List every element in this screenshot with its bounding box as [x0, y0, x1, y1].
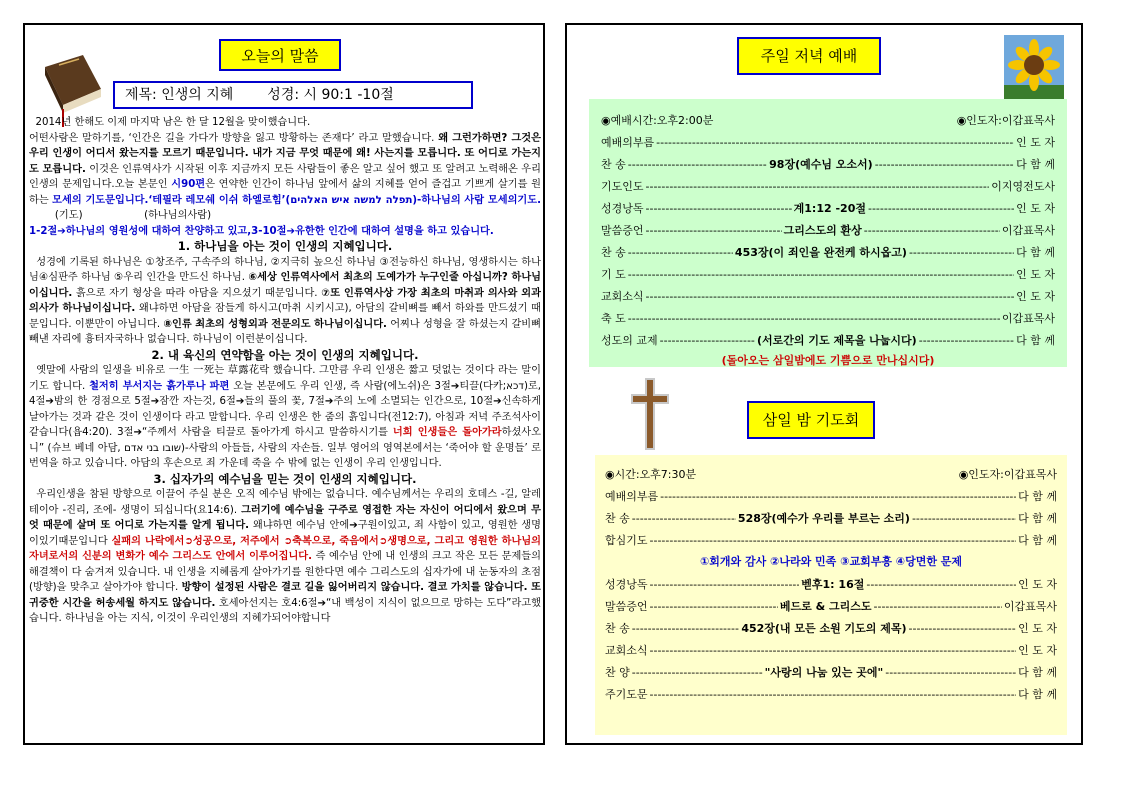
order-item-leader: 인 도 자	[1018, 622, 1057, 635]
order-row	[605, 683, 1057, 705]
order-item-detail: (서로간의 기도 제목을 나눕시다)	[757, 334, 917, 347]
leader-dashes	[650, 688, 1017, 701]
para-4a: 성경에 기록된 하나님은 ①창조주, 구속주의 하나님, ②지극히 높으신 하나님 ③전능하신 하나님, 영생하시는 하나님④심판주 하나님 ⑤우리 인간을 만드신 하나님.	[29, 256, 541, 283]
order-item-name: 예배의부름	[605, 490, 659, 503]
para-5b: 철저히 부서지는 흙가루나 파편	[89, 380, 230, 392]
heading-1: 1. 하나님을 아는 것이 인생의 지혜입니다.	[177, 239, 393, 253]
order-item-leader: 다 함 께	[1016, 246, 1055, 259]
left-page	[23, 23, 545, 745]
order-item-name: 교회소식	[605, 644, 648, 657]
order-item-detail: "사랑의 나눔 있는 곳에"	[764, 666, 884, 679]
leader-dashes	[646, 180, 990, 193]
order-item-name: 성도의 교제	[601, 334, 658, 347]
order-item-name: 주기도문	[605, 688, 648, 701]
para-6a: 우리인생을 참된 방향으로 이끌어 주실 분은 오직 예수님 밖에는 없습니다. 예수님께서는 우리의 호데스 -길, 알레테이아 -진리, 조에- 생명이 되십니다(요14:6).	[29, 489, 541, 516]
order-row	[605, 639, 1057, 661]
order-item-leader: 다 함 께	[1018, 666, 1057, 679]
leader-dashes	[650, 534, 1017, 547]
para-4f: ⑧인류 최초의 성형외과 전문의도 하나님이십니다.	[163, 318, 387, 330]
leader-dashes	[628, 158, 767, 171]
order-item-name: 축 도	[601, 312, 626, 325]
order-item-name: 성경낭독	[605, 578, 648, 591]
order-item-leader: 인 도 자	[1016, 136, 1055, 149]
order-item-leader: 인 도 자	[1016, 268, 1055, 281]
service-time: ◉예배시간:오후2:00분	[601, 114, 714, 127]
order-item-detail: 528장(예수가 우리를 부르는 소리)	[737, 512, 910, 525]
order-item-name: 찬 양	[605, 666, 630, 679]
leader-dashes	[919, 334, 1014, 347]
leader-dashes	[646, 224, 782, 237]
prayer-leader: ◉인도자:이갑표목사	[958, 468, 1057, 481]
service-leader: ◉인도자:이갑표목사	[956, 114, 1055, 127]
order-item-name: 말씀증언	[601, 224, 644, 237]
cross-icon	[631, 378, 669, 450]
leader-dashes	[632, 512, 736, 525]
leader-dashes	[650, 644, 1017, 657]
order-row	[601, 329, 1055, 351]
para-4b: ⑥세상 인류역사에서 최초의 도예가가 누구인줄 아십니까? 하나님이십니다.	[29, 272, 541, 299]
leader-dashes	[864, 224, 1000, 237]
leader-dashes	[866, 578, 1016, 591]
order-row	[601, 197, 1055, 219]
heading-2: 2. 내 육신의 연약함을 아는 것이 인생의 지혜입니다.	[151, 347, 419, 362]
leader-dashes	[650, 600, 778, 613]
wednesday-prayer-title: 삼일 밤 기도회	[747, 401, 875, 439]
right-page	[565, 23, 1083, 745]
leader-dashes	[909, 246, 1014, 259]
para-6b: 그러기에 예수님을 구주로 영접한 자는 자신이 어디에서 왔으며 무엇 때문에 살며 또 어디로 가는지를 알게 됩니다.	[29, 504, 541, 531]
order-item-leader: 이갑표목사	[1001, 312, 1055, 325]
sermon-body	[29, 115, 541, 737]
order-item-name: 찬 송	[605, 622, 630, 635]
order-item-leader: 다 함 께	[1018, 534, 1057, 547]
hebrew-title: ‘테필라 레모쉐 이쉬 하엘로힘’(תפלה למשה איש האלהים)-하나님의 사람 모세의기도.	[148, 194, 541, 206]
order-row	[605, 573, 1057, 595]
order-row	[601, 131, 1055, 153]
para-3: 1-2절➔하나님의 영원성에 대하여 찬양하고 있고,3-10절➔유한한 인간에 대하여 설명을 하고 있습니다.	[29, 225, 494, 237]
order-item-detail: 계1:12 -20절	[793, 202, 866, 215]
order-row	[605, 617, 1057, 639]
order-item-name: 찬 송	[605, 512, 630, 525]
order-item-name: 찬 송	[601, 158, 626, 171]
leader-dashes	[912, 512, 1016, 525]
leader-dashes	[628, 246, 733, 259]
order-item-leader: 다 함 께	[1016, 334, 1055, 347]
para-6h: 라고했습니다. 하나님을 아는 지식, 이것이 우리인생의 지혜가되어야합니다	[29, 597, 541, 624]
para-4e: 왜냐하면 아담을 잠들게 하시고(마취 시키시고), 아담의 갈비뼈를 빼서 하와를 만드셨기 때문입니다. 이뿐만이 아닙니다.	[29, 303, 541, 330]
order-item-leader: 인 도 자	[1016, 202, 1055, 215]
para-6e: 즉 예수님 안에 내 인생의 크고 작은 모든 문제들의 해결책이 다 숨겨져 있습니다. 내 인생을 지혜롭게 살아가기를 원한다면 예수 그리스도의 십자가에 내 눈동자의 초점(방향)을 맞추고 살아가야 합니다.	[29, 551, 541, 593]
para-4c: 흙으로 자기 형상을 따라 아담을 지으셨기 때문입니다.	[75, 287, 318, 299]
order-row	[601, 175, 1055, 197]
order-item-detail: 그리스도의 환상	[783, 224, 862, 237]
order-item-name: 교회소식	[601, 290, 644, 303]
leader-dashes	[646, 290, 1015, 303]
order-row	[601, 153, 1055, 175]
para-2e: 은 연약한 인간이 하나님 앞에서 삶의 지혜를 얻어 즐겁고 기쁘게 살기를 원하는	[29, 179, 541, 206]
todays-word-title: 오늘의 말씀	[219, 39, 341, 71]
next-meeting-note: (돌아오는 삼일밤에도 기쁨으로 만나십시다)	[721, 354, 935, 367]
order-row	[601, 241, 1055, 263]
heading-3: 3. 십자가의 예수님을 믿는 것이 인생의 지혜입니다.	[153, 471, 417, 486]
prayer-topics: ①회개와 감사 ②나라와 민족 ③교회부흥 ④당면한 문제	[699, 555, 963, 568]
leader-dashes	[650, 578, 800, 591]
order-row	[605, 661, 1057, 683]
para-5d: 너희 인생들은 돌아가라	[392, 427, 502, 438]
para-6f: 방향이 설정된 사람은 결코 길을 잃어버리지 않습니다. 결코 가치를 않습니다. 또 귀중한 시간을 허송세월 하지도 않습니다.	[29, 582, 541, 609]
order-row	[605, 507, 1057, 529]
sunday-service-panel	[589, 99, 1067, 367]
para-5a: 옛말에 사람의 일생을 비유로 一生 一死는 草露花락 했습니다. 그만큼 우리 인생은 짧고 덧없는 것이다 라는 말이기도 합니다.	[29, 365, 541, 392]
order-row	[601, 219, 1055, 241]
order-item-leader: 인 도 자	[1018, 578, 1057, 591]
leader-dashes	[656, 136, 1014, 149]
order-row	[605, 529, 1057, 551]
leader-dashes	[628, 268, 1014, 281]
leader-dashes	[868, 202, 1014, 215]
order-item-detail: 베드로 & 그리스도	[779, 600, 872, 613]
order-item-leader: 다 함 께	[1016, 158, 1055, 171]
order-item-leader: 인 도 자	[1016, 290, 1055, 303]
order-item-leader: 이갑표목사	[1001, 224, 1055, 237]
para-6d: 실패의 나락에서➲성공으로, 저주에서 ➲축복으로, 죽음에서➲생명으로, 그리고 영원한 하나님의 자녀로서의 신분의 변화가 예수 그리스도 안에서 이루어집니다.	[29, 535, 541, 562]
para-2c: 이것은 인류역사가 시작된 이후 지금까지 모든 사람들이 좋은 알고 싶어 했고 또 알려고 노력해온 우리 인생의 문제입니다.오늘 본문인	[29, 163, 541, 190]
leader-dashes	[660, 490, 1016, 503]
order-item-detail: 98장(예수님 오소서)	[769, 158, 873, 171]
para-intro: 2014년 한해도 이제 마지막 남은 한 달 12월을 맞이했습니다.	[35, 117, 311, 128]
leader-dashes	[875, 158, 1014, 171]
para-6c: 왜냐하면 예수님 안에➔구원이있고, 죄 사함이 있고, 영원한 생명이있기때문입니다	[29, 520, 541, 547]
wednesday-prayer-panel	[595, 455, 1067, 735]
para-5e: 하셨사오니” (슈브 베네 아담, שובו בני אדם)-사람의 아들들, 사람의 자손들. 일부 영어의 영역본에서는 ‘죽어야 할 운명들’ 로 번역을 하고 있습니다. 아담의 후손으로 죄 가운데 죽을 수 밖에 없는 인생이 우리 인생입니다.	[29, 427, 541, 469]
para-6g: 호세아선지는 호4:6절➔“내 백성이 지식이 없으므로 망하는 도다”	[218, 597, 512, 609]
order-item-leader: 다 함 께	[1018, 490, 1057, 503]
leader-dashes	[874, 600, 1002, 613]
leader-dashes	[660, 334, 755, 347]
label-man-of-god: (하나님의사람)	[144, 210, 212, 221]
sunflower-image	[1004, 35, 1064, 105]
order-item-leader: 이갑표목사	[1003, 600, 1057, 613]
order-item-name: 성경낭독	[601, 202, 644, 215]
order-row	[605, 595, 1057, 617]
order-item-leader: 인 도 자	[1018, 644, 1057, 657]
psalm-ref: 시90편	[171, 179, 206, 190]
leader-dashes	[628, 312, 1000, 325]
sermon-title-box	[113, 81, 473, 109]
order-item-detail: 벧후1: 16절	[801, 578, 865, 591]
order-item-name: 기도인도	[601, 180, 644, 193]
prayer-order-list-b	[605, 573, 1057, 705]
leader-dashes	[632, 622, 740, 635]
sunday-evening-title: 주일 저녁 예배	[737, 37, 881, 75]
order-item-detail: 452장(내 모든 소원 기도의 제목)	[741, 622, 907, 635]
order-item-detail: 453장(이 죄인을 완전케 하시옵고)	[734, 246, 907, 259]
para-4g: 어찌나 성형을 잘 하셨는지 갈비뼈 빼낸 자리에 흉터자국하나 없습니다. 하나님이 이런분이십니다.	[29, 318, 541, 345]
order-item-leader: 다 함 께	[1018, 512, 1057, 525]
para-5c: 오늘 본문에도 우리 인생, 즉 사람(에노쉬)은 3절➔티끌(다카;דכא)로, 4절➔밤의 한 경점으로 5절➔잠깐 자는것, 6절➔들의 풀의 꽃, 7절➔주의 노에 소멸되는 인간으로, 10절➔신속하게 날아가는 것과 같은 것이 인생이다 라고 말합니다. 우리 인생은 한 줌의 흙입니다(전12:7), 아침과 저녁 주조석사이 같습니다(욥4:20). 3절➔“주께서 사람을 티끌로 돌아가게 하시고 말씀하시기를	[29, 380, 541, 438]
sermon-title: 제목: 인생의 지혜	[125, 87, 234, 103]
para-2: 어떤사람은 말하기를, ‘인간은 길을 가다가 방향을 잃고 방황하는 존재다’ 라고 말했습니다.	[29, 132, 435, 144]
order-row	[605, 485, 1057, 507]
prayer-of-moses: 모세의 기도문입니다.	[52, 194, 149, 206]
leader-dashes	[885, 666, 1016, 679]
order-item-leader: 이지영전도사	[991, 180, 1055, 193]
sunday-order-list	[601, 131, 1055, 351]
label-prayer: (기도)	[54, 210, 83, 221]
order-row	[601, 307, 1055, 329]
order-item-name: 찬 송	[601, 246, 626, 259]
sermon-ref: 성경: 시 90:1 -10절	[267, 87, 394, 103]
leader-dashes	[646, 202, 792, 215]
order-item-name: 합심기도	[605, 534, 648, 547]
para-2b: 왜 그런가하면? 그것은 우리 인생이 어디서 왔는지를 모르기 때문입니다. 내가 지금 무엇 때문에 왜! 사는지를 모릅니다. 또 어디로 가는지도 모릅니다.	[29, 132, 541, 175]
order-row	[601, 263, 1055, 285]
prayer-time: ◉시간:오후7:30분	[605, 468, 697, 481]
leader-dashes	[909, 622, 1017, 635]
order-item-name: 말씀증언	[605, 600, 648, 613]
order-item-name: 예배의부름	[601, 136, 655, 149]
para-4d: ⑦또 인류역사상 가장 최초의 마취과 의사와 외과의사가 하나님이십니다.	[29, 287, 541, 314]
leader-dashes	[632, 666, 763, 679]
order-item-leader: 다 함 께	[1018, 688, 1057, 701]
order-item-name: 기 도	[601, 268, 626, 281]
order-row	[601, 285, 1055, 307]
prayer-order-list-a	[605, 485, 1057, 551]
